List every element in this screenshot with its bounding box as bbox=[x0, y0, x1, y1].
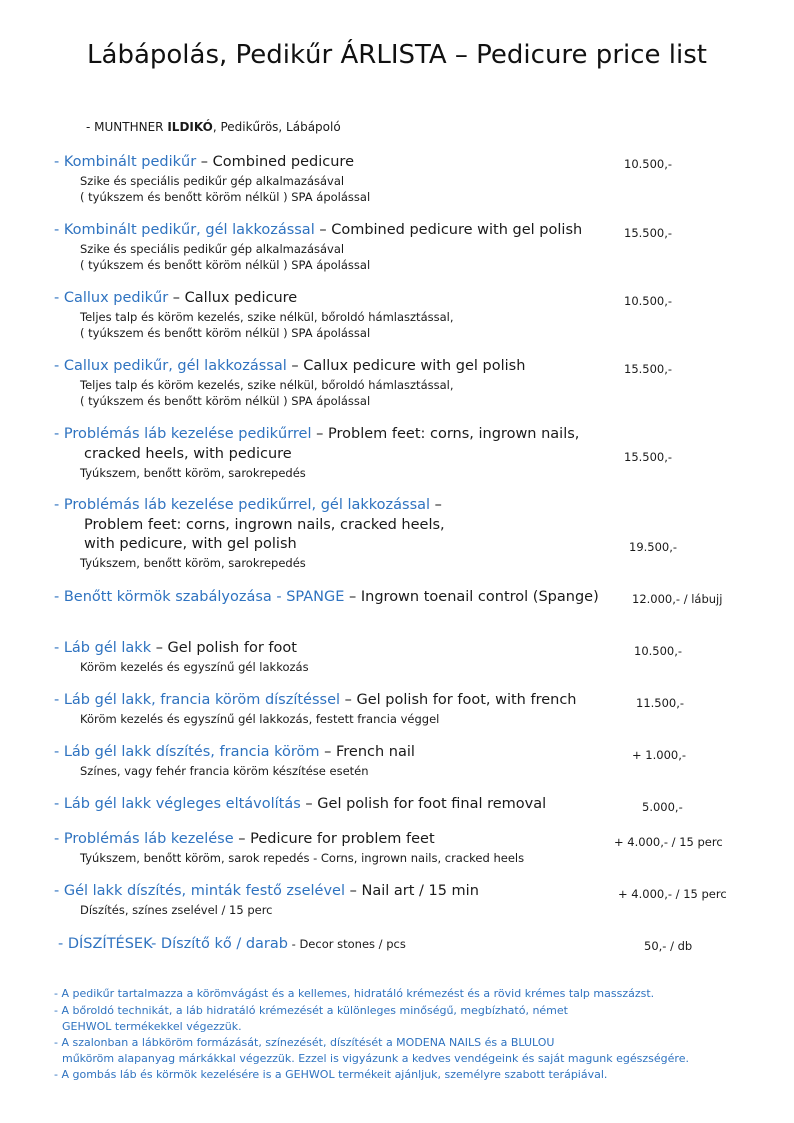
service-description: Tyúkszem, benőtt köröm, sarok repedés - Corns, ingrown nails, cracked heels bbox=[80, 851, 525, 865]
footnote: - A bőroldó technikát, a láb hidratáló krémezését a különleges minőségű, megbízható, német bbox=[54, 1004, 568, 1017]
service-name-hu: - DÍSZÍTÉSEK- Díszítő kő / darab bbox=[58, 936, 288, 952]
service-description: Tyúkszem, benőtt köröm, sarokrepedés bbox=[80, 466, 306, 480]
service-price: 50,- / db bbox=[644, 939, 693, 953]
service-title bbox=[54, 796, 546, 812]
service-title bbox=[58, 936, 406, 952]
service-name-hu: - Benőtt körmök szabályozása - SPANGE bbox=[54, 589, 345, 605]
service-description: Szike és speciális pedikűr gép alkalmazásával bbox=[80, 242, 345, 256]
service-description: Köröm kezelés és egyszínű gél lakkozás bbox=[80, 660, 309, 674]
author-prefix: - MUNTHNER bbox=[86, 120, 168, 134]
service-name-hu: - Gél lakk díszítés, minták festő zselével bbox=[54, 883, 345, 899]
service-description: ( tyúkszem és benőtt köröm nélkül ) SPA ápolással bbox=[80, 394, 371, 408]
service-name-hu: - Problémás láb kezelése pedikűrrel bbox=[54, 426, 312, 442]
service-name-en: – French nail bbox=[319, 744, 415, 760]
service-name-en: – Callux pedicure bbox=[168, 290, 298, 306]
service-title bbox=[54, 358, 525, 374]
author-name: ILDIKÓ bbox=[167, 120, 213, 134]
service-name-hu: - Problémás láb kezelése bbox=[54, 831, 234, 847]
service-description: Teljes talp és köröm kezelés, szike nélkül, bőroldó hámlasztással, bbox=[80, 378, 454, 392]
service-name-hu: - Callux pedikűr bbox=[54, 290, 169, 306]
page-title: Lábápolás, Pedikűr ÁRLISTA – Pedicure price list bbox=[87, 40, 707, 70]
service-price: 10.500,- bbox=[634, 644, 683, 658]
service-name-en: – Problem feet: corns, ingrown nails, bbox=[311, 426, 580, 442]
service-description: Szike és speciális pedikűr gép alkalmazásával bbox=[80, 174, 345, 188]
service-title bbox=[54, 222, 582, 238]
service-price: 10.500,- bbox=[624, 157, 673, 171]
service-name-hu: - Problémás láb kezelése pedikűrrel, gél lakkozással bbox=[54, 497, 431, 513]
service-title bbox=[54, 883, 479, 899]
service-price: + 4.000,- / 15 perc bbox=[618, 887, 727, 901]
service-price: 10.500,- bbox=[624, 294, 673, 308]
footnote: - A pedikűr tartalmazza a körömvágást és a kellemes, hidratáló krémezést és a rövid krémes talp masszázst. bbox=[54, 987, 655, 1000]
service-name-en-cont: cracked heels, with pedicure bbox=[84, 446, 292, 462]
service-name-en: – Gel polish for foot, with french bbox=[340, 692, 577, 708]
service-name-hu: - Láb gél lakk végleges eltávolítás bbox=[54, 796, 301, 812]
service-price: + 4.000,- / 15 perc bbox=[614, 835, 723, 849]
service-name-en: - Decor stones / pcs bbox=[287, 937, 406, 951]
footnote: - A szalonban a lábköröm formázását, színezését, díszítését a MODENA NAILS és a BLULOU bbox=[54, 1036, 555, 1049]
service-name-hu: - Kombinált pedikűr, gél lakkozással bbox=[54, 222, 315, 238]
service-name-hu: - Láb gél lakk, francia köröm díszítéssel bbox=[54, 692, 341, 708]
service-name-hu: - Láb gél lakk díszítés, francia köröm bbox=[54, 744, 320, 760]
service-price: 12.000,- / lábujj bbox=[632, 592, 723, 606]
service-name-en-cont: Problem feet: corns, ingrown nails, cracked heels, bbox=[84, 517, 445, 533]
service-price: 15.500,- bbox=[624, 450, 673, 464]
service-name-hu: - Kombinált pedikűr bbox=[54, 154, 197, 170]
service-name-en: – Callux pedicure with gel polish bbox=[286, 358, 526, 374]
service-name-en: – Ingrown toenail control (Spange) bbox=[344, 589, 599, 605]
footnote: műköröm alapanyag márkákkal végezzük. Ezzel is vigyázunk a kedves vendégeink és saját magunk egészségére. bbox=[62, 1052, 689, 1065]
service-description: Díszítés, színes zselével / 15 perc bbox=[80, 903, 273, 917]
service-description: Tyúkszem, benőtt köröm, sarokrepedés bbox=[80, 556, 306, 570]
service-price: 5.000,- bbox=[642, 800, 683, 814]
service-name-hu: - Callux pedikűr, gél lakkozással bbox=[54, 358, 287, 374]
author-suffix: , Pedikűrös, Lábápoló bbox=[212, 120, 341, 134]
service-name-en: – Gel polish for foot bbox=[151, 640, 297, 656]
footnote: GEHWOL termékekkel végezzük. bbox=[62, 1020, 242, 1033]
service-name-hu: - Láb gél lakk bbox=[54, 640, 152, 656]
service-name-en: – Pedicure for problem feet bbox=[233, 831, 435, 847]
service-title bbox=[54, 744, 415, 760]
service-title bbox=[54, 426, 579, 442]
service-description: Színes, vagy fehér francia köröm készítése esetén bbox=[80, 764, 369, 778]
service-price: 15.500,- bbox=[624, 362, 673, 376]
service-title bbox=[54, 290, 297, 306]
service-name-en: – Gel polish for foot final removal bbox=[300, 796, 547, 812]
service-name-en: – Combined pedicure bbox=[196, 154, 355, 170]
service-title bbox=[54, 640, 297, 656]
service-price: 19.500,- bbox=[629, 540, 678, 554]
service-description: ( tyúkszem és benőtt köröm nélkül ) SPA ápolással bbox=[80, 258, 371, 272]
service-price: + 1.000,- bbox=[632, 748, 687, 762]
author-line bbox=[86, 120, 341, 134]
footnote: - A gombás láb és körmök kezelésére is a GEHWOL termékeit ajánljuk, személyre szabott terápiával. bbox=[54, 1068, 608, 1081]
service-description: ( tyúkszem és benőtt köröm nélkül ) SPA ápolással bbox=[80, 326, 371, 340]
service-description: Teljes talp és köröm kezelés, szike nélkül, bőroldó hámlasztással, bbox=[80, 310, 454, 324]
service-title bbox=[54, 831, 435, 847]
service-price: 15.500,- bbox=[624, 226, 673, 240]
service-title bbox=[54, 589, 599, 605]
service-price: 11.500,- bbox=[636, 696, 685, 710]
service-title bbox=[54, 692, 577, 708]
service-name-en: – bbox=[430, 497, 442, 513]
service-title bbox=[54, 497, 442, 513]
service-description: Köröm kezelés és egyszínű gél lakkozás, festett francia véggel bbox=[80, 712, 440, 726]
service-description: ( tyúkszem és benőtt köröm nélkül ) SPA ápolással bbox=[80, 190, 371, 204]
service-name-en: – Combined pedicure with gel polish bbox=[314, 222, 583, 238]
service-name-en: – Nail art / 15 min bbox=[345, 883, 479, 899]
service-title bbox=[54, 154, 354, 170]
service-name-en-cont: with pedicure, with gel polish bbox=[84, 536, 297, 552]
